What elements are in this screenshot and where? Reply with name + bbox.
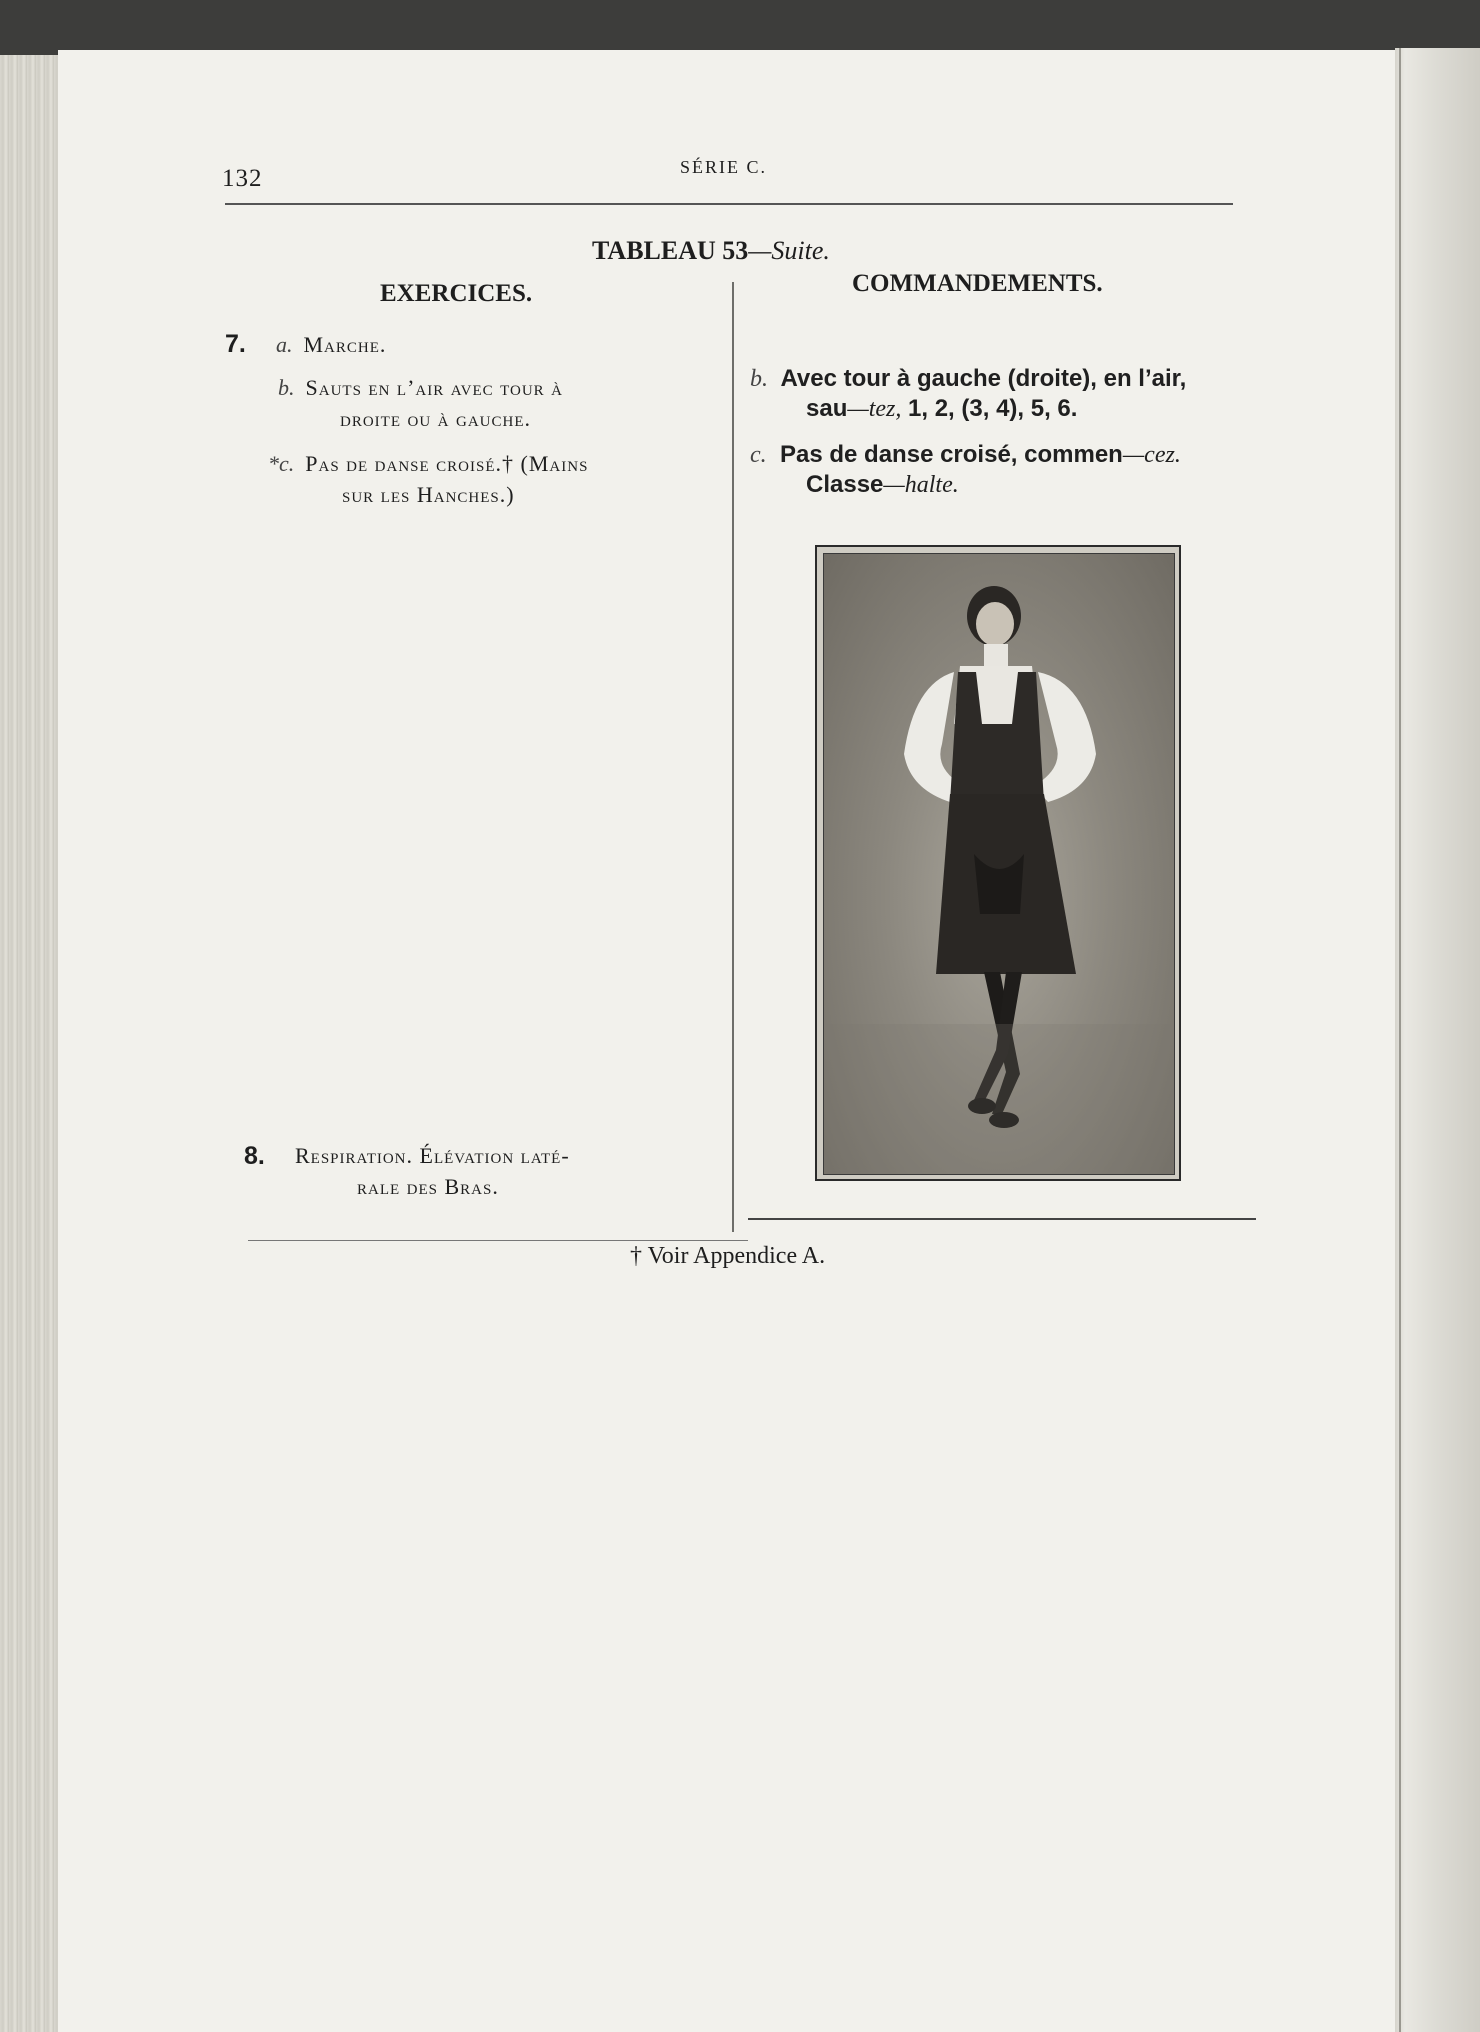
exercise-8: Respiration. Élévation laté- rale des Bras. — [295, 1143, 570, 1199]
dancer-figure — [824, 554, 1174, 1174]
column-divider — [732, 282, 734, 1232]
exercise-7c: *c. Pas de danse croisé.† (Mains sur les Hanches.) — [268, 451, 589, 507]
footnote-rule — [248, 1240, 748, 1241]
footnote: † Voir Appendice A. — [630, 1243, 826, 1269]
table-title: TABLEAU 53—Suite. — [592, 236, 830, 265]
running-head: SÉRIE C. — [680, 157, 768, 177]
table-bottom-rule — [748, 1218, 1256, 1220]
photograph-dancer — [823, 553, 1175, 1175]
page-number: 132 — [222, 165, 263, 192]
command-7c: c. Pas de danse croisé, commen—cez. Classe—halte. — [750, 441, 1181, 498]
column-heading-exercices: EXERCICES. — [380, 280, 533, 307]
exercise-7a: a. Marche. — [276, 332, 387, 357]
exercise-7-number: 7. — [225, 330, 246, 358]
exercise-7b: b. Sauts en l’air avec tour à droite ou à gauche. — [278, 375, 564, 431]
exercise-8-number: 8. — [244, 1142, 265, 1170]
command-7b: b. Avec tour à gauche (droite), en l’air, sau—tez, 1, 2, (3, 4), 5, 6. — [750, 365, 1187, 422]
column-heading-commandements: COMMANDEMENTS. — [852, 270, 1103, 297]
facing-page-edge — [1395, 48, 1480, 2032]
book-page — [58, 50, 1420, 2032]
photograph-frame — [815, 545, 1181, 1181]
table-title-suffix: —Suite. — [748, 236, 830, 265]
header-rule — [225, 203, 1233, 205]
